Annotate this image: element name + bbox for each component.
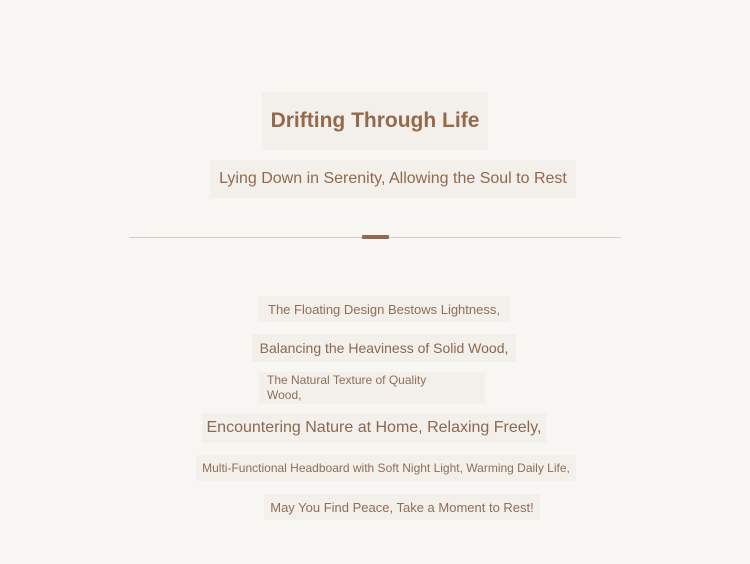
body-line-1: The Floating Design Bestows Lightness, (268, 301, 500, 317)
page-title-box (262, 92, 488, 150)
page-title: Drifting Through Life (270, 109, 480, 132)
body-line-3: The Natural Texture of Quality Wood, (267, 373, 427, 402)
body-line-1-box (258, 296, 510, 322)
page-subtitle: Lying Down in Serenity, Allowing the Soul to Rest (219, 170, 567, 187)
divider-accent (362, 235, 389, 239)
body-line-6: May You Find Peace, Take a Moment to Rest! (270, 499, 534, 515)
body-line-4-box (202, 413, 546, 443)
body-line-5-box (196, 455, 576, 481)
body-line-5: Multi-Functional Headboard with Soft Night Light, Warming Daily Life, (202, 461, 570, 475)
body-line-4: Encountering Nature at Home, Relaxing Freely, (206, 419, 542, 436)
body-line-2: Balancing the Heaviness of Solid Wood, (259, 340, 509, 356)
body-line-2-box (252, 334, 516, 362)
body-line-3-box (259, 372, 485, 404)
body-line-6-box (264, 494, 540, 520)
page-subtitle-box (210, 160, 576, 198)
